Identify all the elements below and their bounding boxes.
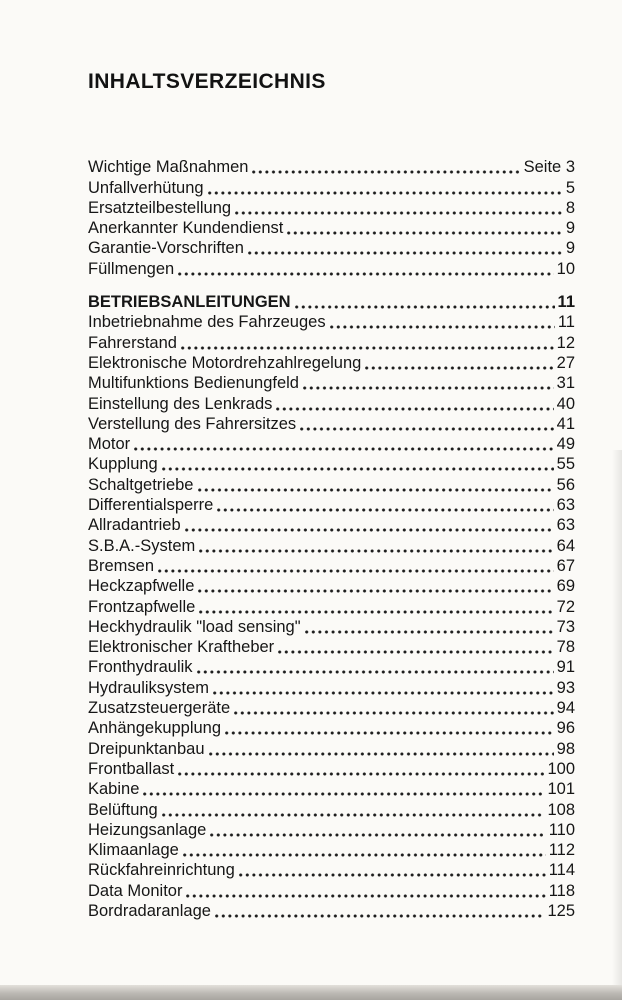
toc-entry — [88, 515, 575, 535]
dot-leader — [213, 691, 554, 695]
toc-entry — [88, 759, 575, 779]
toc-entry-page: 40 — [556, 394, 575, 413]
toc-entry-page: 41 — [556, 414, 575, 433]
toc-entry-page: 101 — [547, 780, 575, 799]
toc-entry-label: Einstellung des Lenkrads — [88, 394, 273, 413]
dot-leader — [199, 549, 553, 553]
dot-leader — [197, 670, 554, 674]
dot-leader — [252, 170, 520, 174]
toc-entry — [88, 218, 575, 238]
toc-entry-label: Zusatzsteuergeräte — [88, 699, 231, 718]
toc-entry-label: Fahrerstand — [88, 333, 177, 352]
toc-entry-page: Seite 3 — [523, 158, 575, 177]
toc-section-header — [88, 292, 575, 312]
toc-entry-label: Schaltgetriebe — [88, 475, 194, 494]
toc-entry — [88, 474, 575, 494]
dot-leader — [199, 610, 553, 614]
toc-entry — [88, 258, 575, 278]
toc-entry-label: Hydrauliksystem — [88, 678, 210, 697]
toc-entry — [88, 157, 575, 177]
toc-entry-label: Kabine — [88, 780, 140, 799]
toc-entry-page: 27 — [556, 353, 575, 372]
toc-entry-label: Verstellung des Fahrersitzes — [88, 414, 297, 433]
toc-entry-label: Motor — [88, 435, 131, 454]
toc-entry-label: Anerkannter Kundendienst — [88, 219, 284, 238]
toc-entry-page: 31 — [556, 374, 575, 393]
toc-entry — [88, 414, 575, 434]
toc-entry-page: 56 — [556, 475, 575, 494]
dot-leader — [143, 792, 544, 796]
toc-entry-page: 125 — [547, 901, 575, 920]
toc-entry — [88, 434, 575, 454]
toc-entry-label: Garantie-Vorschriften — [88, 239, 244, 258]
toc-entry-page: 98 — [556, 739, 575, 758]
toc-entry — [88, 332, 575, 352]
dot-leader — [278, 650, 553, 654]
toc-entry-label: Heizungsanlage — [88, 820, 207, 839]
toc-entry-label: Multifunktions Bedienungfeld — [88, 374, 299, 393]
toc-entry — [88, 373, 575, 393]
dot-leader — [300, 427, 553, 431]
dot-leader — [287, 231, 562, 235]
toc-entry — [88, 393, 575, 413]
toc-section-general — [88, 157, 575, 279]
toc-entry — [88, 901, 575, 921]
toc-entry-label: Differentialsperre — [88, 496, 214, 515]
toc-entry-page: 11 — [557, 293, 575, 312]
toc-entry — [88, 657, 575, 677]
toc-entry-page: 112 — [548, 841, 575, 860]
dot-leader — [185, 528, 554, 532]
toc-entry — [88, 799, 575, 819]
toc-entry-page: 8 — [565, 198, 575, 217]
toc-entry-label: BETRIEBSANLEITUNGEN — [88, 293, 291, 312]
dot-leader — [210, 833, 545, 837]
toc-entry-label: Elektronischer Kraftheber — [88, 638, 275, 657]
toc-entry-label: Inbetriebnahme des Fahrzeuges — [88, 313, 326, 332]
toc-entry-label: Bordradaranlage — [88, 901, 211, 920]
toc-entry — [88, 454, 575, 474]
dot-leader — [235, 211, 563, 215]
toc-entry-page: 72 — [556, 597, 575, 616]
toc-entry-page: 69 — [556, 577, 575, 596]
toc-entry-page: 49 — [556, 435, 575, 454]
dot-leader — [183, 853, 546, 857]
dot-leader — [158, 569, 554, 573]
toc-entry — [88, 698, 575, 718]
toc-entry-page: 96 — [556, 719, 575, 738]
toc-entry-label: Allradantrieb — [88, 516, 181, 535]
toc-entry-label: Dreipunktanbau — [88, 739, 205, 758]
toc-entry-label: Heckhydraulik "load sensing" — [88, 617, 301, 636]
toc-entry-page: 63 — [556, 516, 575, 535]
toc-entry-page: 118 — [548, 881, 575, 900]
toc-entry-page: 110 — [548, 820, 575, 839]
toc-entry-label: Füllmengen — [88, 259, 175, 278]
toc-entry-label: Fronthydraulik — [88, 658, 193, 677]
toc-entry — [88, 177, 575, 197]
toc-entry — [88, 820, 575, 840]
toc-entry — [88, 535, 575, 555]
toc-entry-label: Kupplung — [88, 455, 158, 474]
toc-entry — [88, 556, 575, 576]
toc-entry-page: 63 — [556, 496, 575, 515]
toc-section-betriebsanleitungen — [88, 292, 575, 921]
toc-entry-page: 10 — [556, 259, 575, 278]
dot-leader — [198, 488, 554, 492]
toc-entry — [88, 617, 575, 637]
toc-entry — [88, 353, 575, 373]
dot-leader — [178, 772, 544, 776]
dot-leader — [186, 894, 545, 898]
dot-leader — [303, 386, 554, 390]
toc-entry — [88, 198, 575, 218]
toc-entry-page: 9 — [565, 219, 575, 238]
dot-leader — [239, 873, 546, 877]
toc-entry-label: Frontballast — [88, 759, 175, 778]
toc-entry-page: 9 — [565, 239, 575, 258]
toc-entry-page: 67 — [556, 556, 575, 575]
toc-entry-label: Wichtige Maßnahmen — [88, 158, 249, 177]
dot-leader — [365, 366, 553, 370]
toc-entry — [88, 495, 575, 515]
dot-leader — [217, 508, 553, 512]
toc-entry-page: 55 — [556, 455, 575, 474]
toc-entry — [88, 677, 575, 697]
toc-entry — [88, 860, 575, 880]
toc-entry-label: Data Monitor — [88, 881, 183, 900]
dot-leader — [295, 305, 555, 309]
toc-entry-page: 108 — [547, 800, 575, 819]
toc-entry — [88, 576, 575, 596]
toc-entry-page: 11 — [557, 313, 575, 332]
dot-leader — [209, 752, 554, 756]
toc-entry — [88, 840, 575, 860]
dot-leader — [162, 813, 545, 817]
dot-leader — [225, 731, 554, 735]
toc-entry-label: Anhängekupplung — [88, 719, 222, 738]
page-title: INHALTSVERZEICHNIS — [88, 70, 326, 93]
dot-leader — [248, 251, 563, 255]
toc-entry — [88, 779, 575, 799]
dot-leader — [198, 589, 553, 593]
dot-leader — [181, 346, 554, 350]
toc-entry-page: 5 — [565, 178, 575, 197]
toc-entry-label: Elektronische Motordrehzahlregelung — [88, 353, 362, 372]
toc-entry-page: 94 — [556, 699, 575, 718]
toc-entry-label: Frontzapfwelle — [88, 597, 196, 616]
toc-entry-label: Unfallverhütung — [88, 178, 204, 197]
toc-entry — [88, 637, 575, 657]
toc-entry-label: Rückfahreinrichtung — [88, 861, 235, 880]
toc-entry — [88, 738, 575, 758]
dot-leader — [162, 467, 554, 471]
scan-page-right-edge — [612, 450, 622, 985]
toc-entry-page: 91 — [556, 658, 575, 677]
dot-leader — [305, 630, 554, 634]
toc-entry-page: 93 — [556, 678, 575, 697]
toc-entry — [88, 596, 575, 616]
toc-entry-label: Bremsen — [88, 556, 155, 575]
toc-entry-page: 12 — [556, 333, 575, 352]
dot-leader — [234, 711, 553, 715]
toc-entry-label: Heckzapfwelle — [88, 577, 195, 596]
toc-entry — [88, 880, 575, 900]
dot-leader — [330, 325, 555, 329]
dot-leader — [215, 914, 545, 918]
toc-entry-label: Klimaanlage — [88, 841, 179, 860]
toc-entry — [88, 718, 575, 738]
dot-leader — [276, 407, 553, 411]
toc-entry-page: 78 — [556, 638, 575, 657]
toc-entry — [88, 238, 575, 258]
toc-entry-label: Belüftung — [88, 800, 158, 819]
toc-entry-page: 64 — [556, 536, 575, 555]
dot-leader — [208, 191, 563, 195]
toc-entry-page: 100 — [547, 759, 575, 778]
toc-entry-page: 73 — [556, 617, 575, 636]
dot-leader — [134, 447, 553, 451]
toc-entry — [88, 312, 575, 332]
scan-page-bottom-edge — [0, 985, 622, 1000]
toc-entry-page: 114 — [548, 861, 575, 880]
dot-leader — [178, 272, 553, 276]
toc-entry-label: S.B.A.-System — [88, 536, 196, 555]
toc-entry-label: Ersatzteilbestellung — [88, 198, 232, 217]
